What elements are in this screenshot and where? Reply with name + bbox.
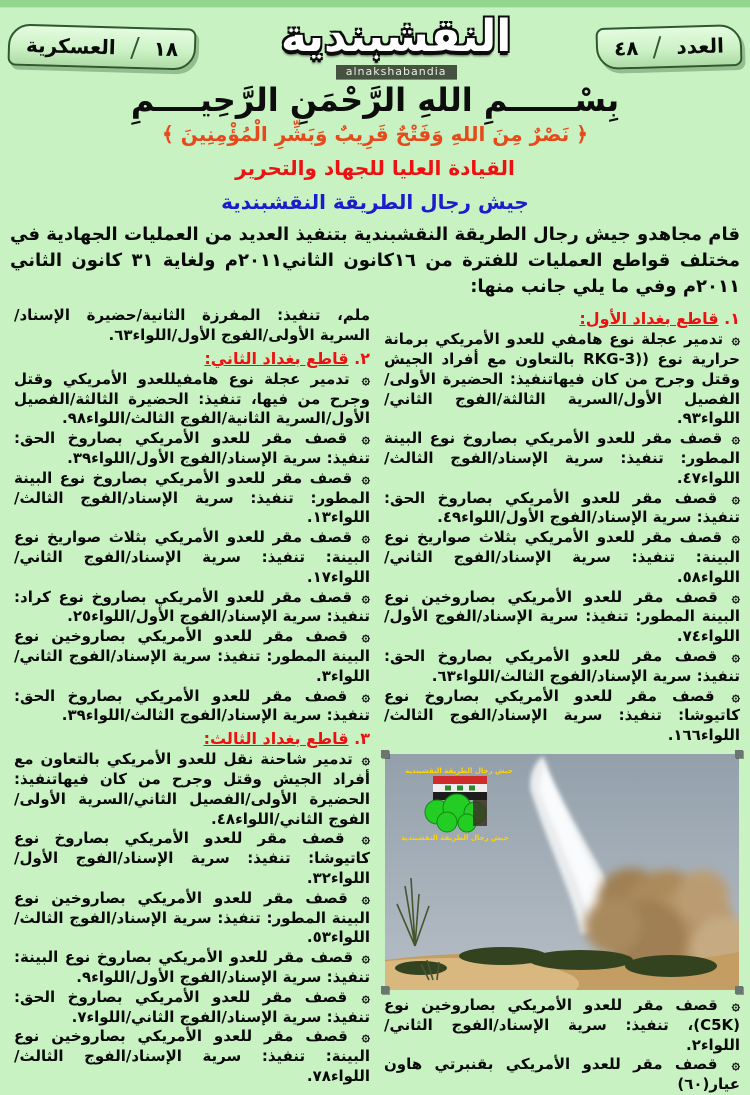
rocket-launch-photo-art	[385, 754, 739, 990]
operation-text: قصف مقر للعدو الأمريكي بصاروخ نوع كراد: تنفيذ: سرية الإسناد/الفوج الأول/اللواء٢٥.	[14, 587, 370, 626]
operation-item	[384, 489, 740, 529]
operation-item	[14, 588, 370, 628]
rub-el-hizb-bullet-icon: ۞	[361, 989, 370, 1006]
operation-text: تدمير عجلة نوع هامفيللعدو الأمريكي وقتل وجرح من فيها، تنفيذ: الحضيرة الثالثة/الفصيل الأول/السرية الثانية/الفوج الثالث/اللواء٩٨.	[14, 369, 370, 428]
operation-item	[14, 988, 370, 1028]
operation-item	[384, 588, 740, 647]
rub-el-hizb-bullet-icon: ۞	[361, 831, 370, 848]
right-column	[384, 306, 740, 1095]
rub-el-hizb-bullet-icon: ۞	[361, 890, 370, 907]
operation-item	[14, 429, 370, 469]
rub-el-hizb-bullet-icon: ۞	[361, 589, 370, 606]
rub-el-hizb-bullet-icon: ۞	[731, 332, 740, 349]
section-heading-2	[14, 348, 370, 369]
operation-item	[14, 889, 370, 948]
rub-el-hizb-bullet-icon: ۞	[361, 371, 370, 388]
operation-item	[384, 647, 740, 687]
operation-text: قصف مقر للعدو الأمريكي بقنبرتي هاون عيار(٦٠)	[384, 1055, 740, 1094]
rub-el-hizb-bullet-icon: ۞	[731, 431, 740, 448]
rub-el-hizb-bullet-icon: ۞	[361, 629, 370, 646]
operation-text: قصف مقر للعدو الأمريكي بصاروخ الحق: تنفيذ: سرية الإسناد/الفوج الأول/اللواء٣٩.	[14, 429, 370, 467]
operation-item	[14, 687, 370, 727]
section-heading-1	[384, 308, 740, 329]
operation-text: قصف مقر للعدو الأمريكي بصاروخ نوع كاتيوشا: تنفيذ: سرية الإسناد/الفوج الأول/اللواء٣٢.	[14, 829, 370, 888]
rub-el-hizb-bullet-icon: ۞	[731, 490, 740, 507]
masthead	[0, 8, 750, 78]
rub-el-hizb-bullet-icon: ۞	[731, 997, 740, 1014]
intro-paragraph: قام مجاهدو جيش رجال الطريقة النقشبندية بتنفيذ العديد من العمليات الجهادية في مختلف قواطع العمليات للفترة من ١٦كانون الثاني٢٠١١م ولغاية ٣١ كانون الثاني ٢٠١١م وفي ما يلي جانب منها:	[10, 223, 740, 297]
two-column-body	[0, 300, 750, 1095]
rocket-launch-photo	[385, 754, 739, 990]
org-title-army-name: جيش رجال الطريقة النقشبندية	[221, 189, 529, 214]
operation-text: قصف مقر للعدو الأمريكي بصاروخين نوع البينة المطور: تنفيذ: سرية الإسناد/الفوج الثاني/اللواء٣.	[14, 627, 370, 685]
rub-el-hizb-bullet-icon: ۞	[361, 752, 370, 769]
photo-corner-mark	[735, 986, 743, 994]
operation-item	[14, 750, 370, 829]
section-number: ١.	[724, 309, 740, 329]
issue-label: العدد	[676, 33, 725, 59]
rub-el-hizb-bullet-icon: ۞	[731, 648, 740, 665]
org-title-supreme-command: القيادة العليا للجهاد والتحرير	[235, 155, 515, 180]
operation-text: قصف مقر للعدو الأمريكي بصاروخين نوع البينة: تنفيذ: سرية الإسناد/الفوج الثالث/اللواء٧٨.	[14, 1027, 370, 1085]
rub-el-hizb-bullet-icon: ۞	[361, 688, 370, 705]
operation-item	[14, 469, 370, 528]
rub-el-hizb-bullet-icon: ۞	[731, 530, 740, 547]
operation-text: قصف مقر للعدو الأمريكي بصاروخين نوع (C5K)، تنفيذ: سرية الإسناد/الفوج الثاني/اللواء٢.	[384, 995, 740, 1054]
logo-top-text: جيش رجال الطريقة النقشبندية	[405, 766, 513, 775]
section-label: العسكرية	[25, 32, 117, 60]
section-number: ٢.	[354, 348, 370, 368]
operation-text: قصف مقر للعدو الأمريكي بصاروخ نوع كاتيوشا: تنفيذ: سرية الإسناد/الفوج الثالث/اللواء١٦٦.	[384, 686, 740, 745]
operation-text: قصف مقر للعدو الأمريكي بصاروخ الحق: تنفيذ: سرية الإسناد/الفوج الثالث/اللواء٣٩.	[14, 686, 370, 725]
rub-el-hizb-bullet-icon: ۞	[361, 470, 370, 487]
rub-el-hizb-bullet-icon: ۞	[731, 688, 740, 705]
photo-corner-mark	[381, 750, 389, 758]
rub-el-hizb-bullet-icon: ۞	[361, 431, 370, 448]
operation-item	[14, 948, 370, 988]
section-ribbon	[7, 23, 196, 70]
operation-item	[14, 370, 370, 429]
logo-calligraphy-title: النقشبندية	[280, 11, 512, 62]
operation-text: قصف مقر للعدو الأمريكي بصاروخ الحق: تنفيذ: سرية الإسناد/الفوج الأول/اللواء٤٩.	[384, 488, 740, 527]
left-column	[14, 306, 370, 1087]
operation-item	[384, 528, 740, 587]
operation-text: قصف مقر للعدو الأمريكي بثلاث صواريخ نوع البينة: تنفيذ: سرية الإسناد/الفوج الثاني/اللواء١٧.	[14, 528, 370, 586]
photo-corner-mark	[381, 986, 389, 994]
operation-item	[14, 627, 370, 686]
quran-verse: ﴿ نَصْرٌ مِنَ اللهِ وَفَتْحٌ قَرِيبٌ وَبَشِّرِ الْمُؤْمِنِينَ ﴾	[162, 121, 588, 146]
operation-text: قصف مقر للعدو الأمريكي بصاروخ نوع البينة المطور: تنفيذ: سرية الإسناد/الفوج الثالث/اللواء٤٧.	[384, 429, 740, 487]
operation-item	[384, 330, 740, 429]
operation-item	[384, 687, 740, 746]
operation-text: قصف مقر للعدو الأمريكي بصاروخين نوع البينة المطور: تنفيذ: سرية الإسناد/الفوج الثالث/اللواء٥٣.	[14, 888, 370, 947]
operation-text: تدمير شاحنة نقل للعدو الأمريكي بالتعاون مع أفراد الجيش وقتل وجرح من كان فيهاتنفيذ: الحضيرة الأولى/الفصيل الثاني/السرية الأولى/الفوج الثاني/اللواء٤٨.	[14, 750, 370, 828]
rub-el-hizb-bullet-icon: ۞	[361, 530, 370, 547]
issue-number: ٤٨	[613, 35, 639, 61]
section-title: قاطع بغداد الثاني:	[204, 348, 349, 368]
operation-text: قصف مقر للعدو الأمريكي بصاروخ الحق: تنفيذ: سرية الإسناد/الفوج الثالث/اللواء٦٣.	[384, 646, 740, 685]
section-title: قاطع بغداد الأول:	[579, 309, 719, 329]
operation-text: قصف مقر للعدو الأمريكي بثلاث صواريخ نوع البينة: تنفيذ: سرية الإسناد/الفوج الثاني/اللواء٥٨.	[384, 528, 740, 586]
rub-el-hizb-bullet-icon: ۞	[731, 589, 740, 606]
operation-text: قصف مقر للعدو الأمريكي بصاروخ نوع البينة المطور: تنفيذ: سرية الإسناد/الفوج الثالث/اللواء١٣.	[14, 468, 370, 527]
logo-bottom-text: جيش رجال الطريقة النقشبندية	[401, 833, 509, 842]
ribbon-fold-divider	[653, 36, 662, 58]
ribbon-fold-divider	[130, 37, 140, 59]
issue-ribbon	[596, 24, 743, 70]
logo-latin-subtitle: alnakshabandia	[336, 65, 457, 79]
operation-text: قصف مقر للعدو الأمريكي بصاروخ الحق: تنفيذ: سرية الإسناد/الفوج الثاني/اللواء٧.	[14, 987, 370, 1026]
operation-continuation: ملم، تنفيذ: المفرزة الثانية/حضيرة الإسناد/السرية الأولى/الفوج الأول/اللواء٦٣.	[14, 306, 370, 344]
operation-text: قصف مقر للعدو الأمريكي بصاروخ نوع البينة: تنفيذ: سرية الإسناد/الفوج الأول/اللواء٩.	[14, 948, 370, 986]
page-number: ١٨	[153, 36, 179, 62]
section-number: ٣.	[354, 729, 370, 749]
operation-item	[384, 996, 740, 1055]
operation-text: قصف مقر للعدو الأمريكي بصاروخين نوع البينة المطور: تنفيذ: سرية الإسناد/الفوج الأول/اللواء٧٤.	[384, 587, 740, 646]
rub-el-hizb-bullet-icon: ۞	[361, 950, 370, 967]
basmala-calligraphy: بِسْــــــمِ اللهِ الرَّحْمَنِ الرَّحِيــــمِ	[130, 81, 620, 119]
operation-item	[14, 528, 370, 587]
section-title: قاطع بغداد الثالث:	[203, 729, 349, 749]
section-heading-3	[14, 728, 370, 749]
rub-el-hizb-bullet-icon: ۞	[361, 1029, 370, 1046]
operation-item	[14, 1027, 370, 1086]
top-border-strip	[0, 0, 750, 8]
operation-item	[384, 429, 740, 488]
masthead-logo	[196, 11, 596, 79]
rub-el-hizb-bullet-icon: ۞	[731, 1057, 740, 1074]
photo-corner-mark	[735, 750, 743, 758]
operation-text: تدمير عجلة نوع هامفي للعدو الأمريكي برمانة حرارية نوع ((RKG-3 بالتعاون مع أفراد الجيش وقتل وجرح من كان فيهاتنفيذ: الحضيرة الأولى/الفصيل الأول/السرية الثالثة/الفوج الثاني/اللواء٩٣.	[384, 330, 740, 428]
operation-item	[14, 829, 370, 888]
emblem-dark-band	[473, 800, 487, 826]
operation-item	[384, 1055, 740, 1095]
